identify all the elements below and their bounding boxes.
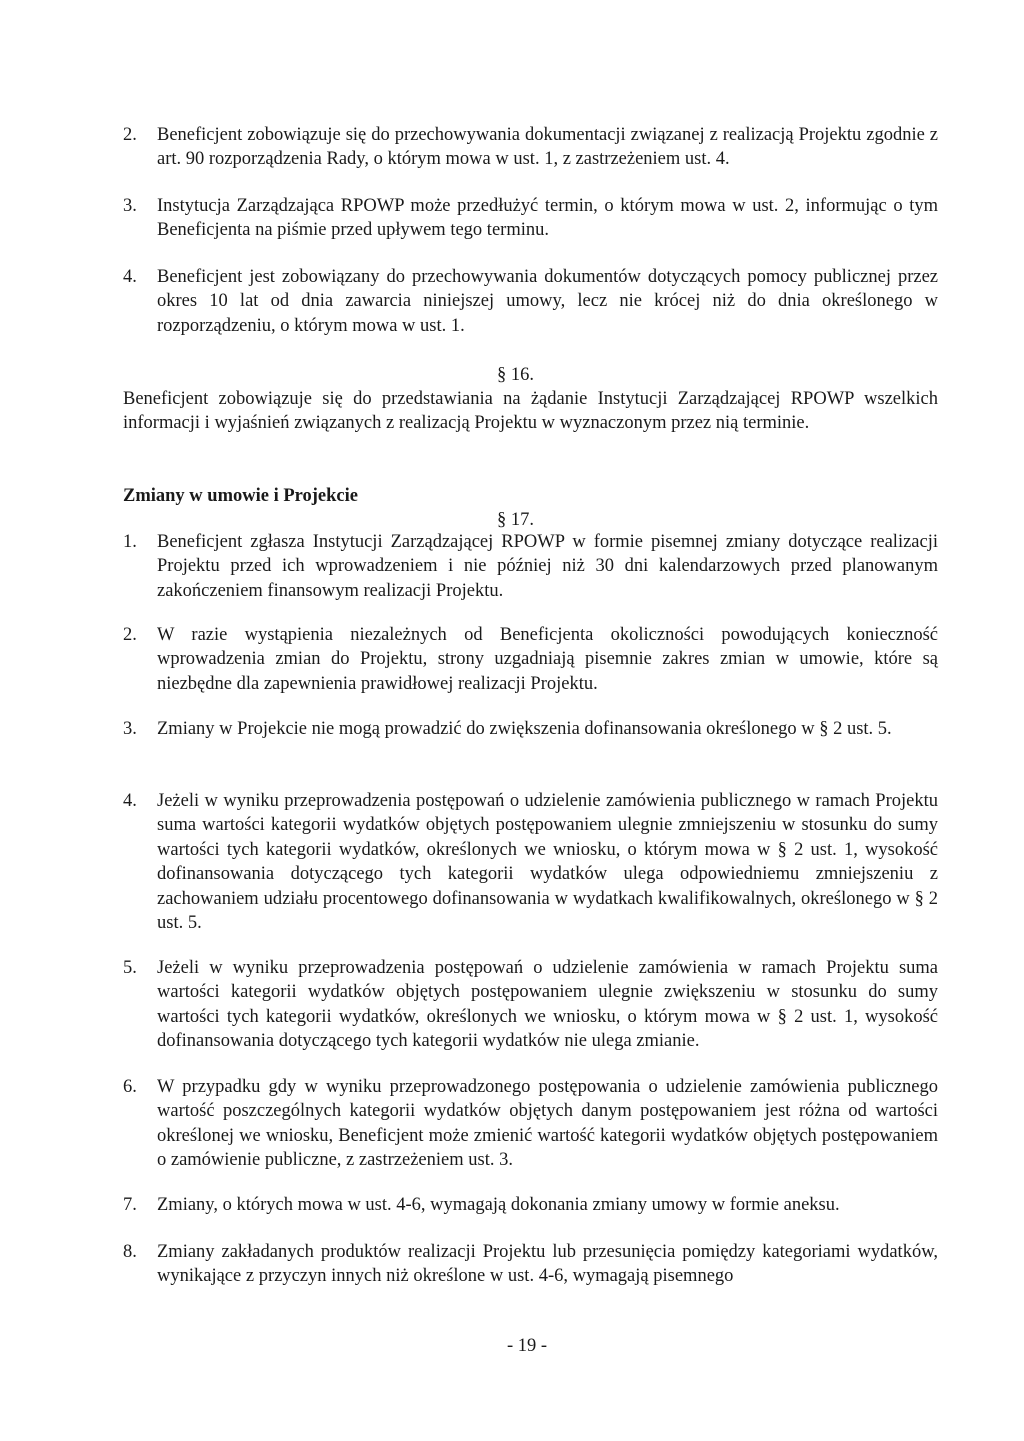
item-text: Beneficjent zobowiązuje się do przechowywania dokumentacji związanej z realizacją Projektu zgodnie z art. 90 rozporządzenia Rady, o którym mowa w ust. 1, z zastrzeżeniem ust. 4. — [157, 125, 938, 170]
paragraph-15-4 — [123, 265, 938, 338]
paragraph-17-7 — [123, 1193, 938, 1217]
item-number: 8. — [123, 1242, 137, 1262]
paragraph-17-3 — [123, 717, 938, 741]
paragraph-17-2 — [123, 623, 938, 696]
section-heading: Zmiany w umowie i Projekcie — [123, 486, 358, 506]
item-number: 4. — [123, 267, 137, 287]
paragraph-17-8 — [123, 1240, 938, 1289]
section-16-label: § 16. — [497, 365, 534, 385]
item-text: Beneficjent zgłasza Instytucji Zarządzającej RPOWP w formie pisemnej zmiany dotyczące realizacji Projektu przed ich wprowadzeniem i nie później niż 30 dni kalendarzowych przed planowanym zakończeniem finansowym realizacji Projektu. — [157, 532, 938, 601]
item-number: 6. — [123, 1077, 137, 1097]
item-text: Zmiany zakładanych produktów realizacji Projektu lub przesunięcia pomiędzy kategoriami wydatków, wynikające z przyczyn innych niż określone w ust. 4-6, wymagają pisemnego — [157, 1242, 938, 1287]
paragraph-17-6 — [123, 1075, 938, 1173]
item-text: Jeżeli w wyniku przeprowadzenia postępowań o udzielenie zamówienia publicznego w ramach Projektu suma wartości kategorii wydatków objętych postępowaniem ulegnie zmniejszeniu w stosunku do sumy wartości tych kategorii wydatków, określonych we wniosku, o którym mowa w § 2 ust. 1, wysokość dofinansowania dotyczącego tych kategorii wydatków ulega odpowiedniemu zmniejszeniu z zachowaniem udziału procentowego dofinansowania w wydatkach kwalifikowalnych, określonego w § 2 ust. 5. — [157, 791, 938, 934]
item-text: Jeżeli w wyniku przeprowadzenia postępowań o udzielenie zamówienia w ramach Projektu suma wartości kategorii wydatków objętych postępowaniem ulegnie zwiększeniu w stosunku do sumy wartości tych kategorii wydatków, określonych we wniosku, o którym mowa w § 2 ust. 1, wysokość dofinansowania dotyczącego tych kategorii wydatków nie ulega zmianie. — [157, 958, 938, 1052]
page-number: - 19 - — [506, 1336, 548, 1356]
item-number: 3. — [123, 196, 137, 216]
item-number: 2. — [123, 125, 137, 145]
paragraph-17-5 — [123, 956, 938, 1054]
item-text: Instytucja Zarządzająca RPOWP może przedłużyć termin, o którym mowa w ust. 2, informując o tym Beneficjenta na piśmie przed upływem tego terminu. — [157, 196, 938, 241]
paragraph-17-1 — [123, 530, 938, 603]
item-text: Beneficjent jest zobowiązany do przechowywania dokumentów dotyczących pomocy publicznej przez okres 10 lat od dnia zawarcia niniejszej umowy, lecz nie krócej niż do dnia określonego w rozporządzeniu, o którym mowa w ust. 1. — [157, 267, 938, 336]
item-number: 3. — [123, 719, 137, 739]
item-text: W razie wystąpienia niezależnych od Beneficjenta okoliczności powodujących konieczność wprowadzenia zmian do Projektu, strony uzgadniają pisemnie zakres zmian w umowie, które są niezbędne dla zapewnienia prawidłowej realizacji Projektu. — [157, 625, 938, 694]
item-text: Zmiany, o których mowa w ust. 4-6, wymagają dokonania zmiany umowy w formie aneksu. — [157, 1195, 840, 1215]
item-number: 4. — [123, 791, 137, 811]
item-text: W przypadku gdy w wyniku przeprowadzonego postępowania o udzielenie zamówienia publicznego wartość poszczególnych kategorii wydatków objętych danym postępowaniem jest różna od wartości określonej we wniosku, Beneficjent może zmienić wartość kategorii wydatków objętych postępowaniem o zamówienie publiczne, z zastrzeżeniem ust. 3. — [157, 1077, 938, 1171]
section-16-text: Beneficjent zobowiązuje się do przedstawiania na żądanie Instytucji Zarządzającej RPOWP wszelkich informacji i wyjaśnień związanych z realizacją Projektu w wyznaczonym przez nią terminie. — [123, 389, 938, 434]
paragraph-15-3 — [123, 194, 938, 243]
item-number: 7. — [123, 1195, 137, 1215]
item-number: 2. — [123, 625, 137, 645]
paragraph-17-4 — [123, 789, 938, 935]
section-17-label: § 17. — [497, 510, 534, 530]
item-number: 5. — [123, 958, 137, 978]
item-number: 1. — [123, 532, 137, 552]
paragraph-15-2 — [123, 123, 938, 172]
item-text: Zmiany w Projekcie nie mogą prowadzić do zwiększenia dofinansowania określonego w § 2 ust. 5. — [157, 719, 892, 739]
